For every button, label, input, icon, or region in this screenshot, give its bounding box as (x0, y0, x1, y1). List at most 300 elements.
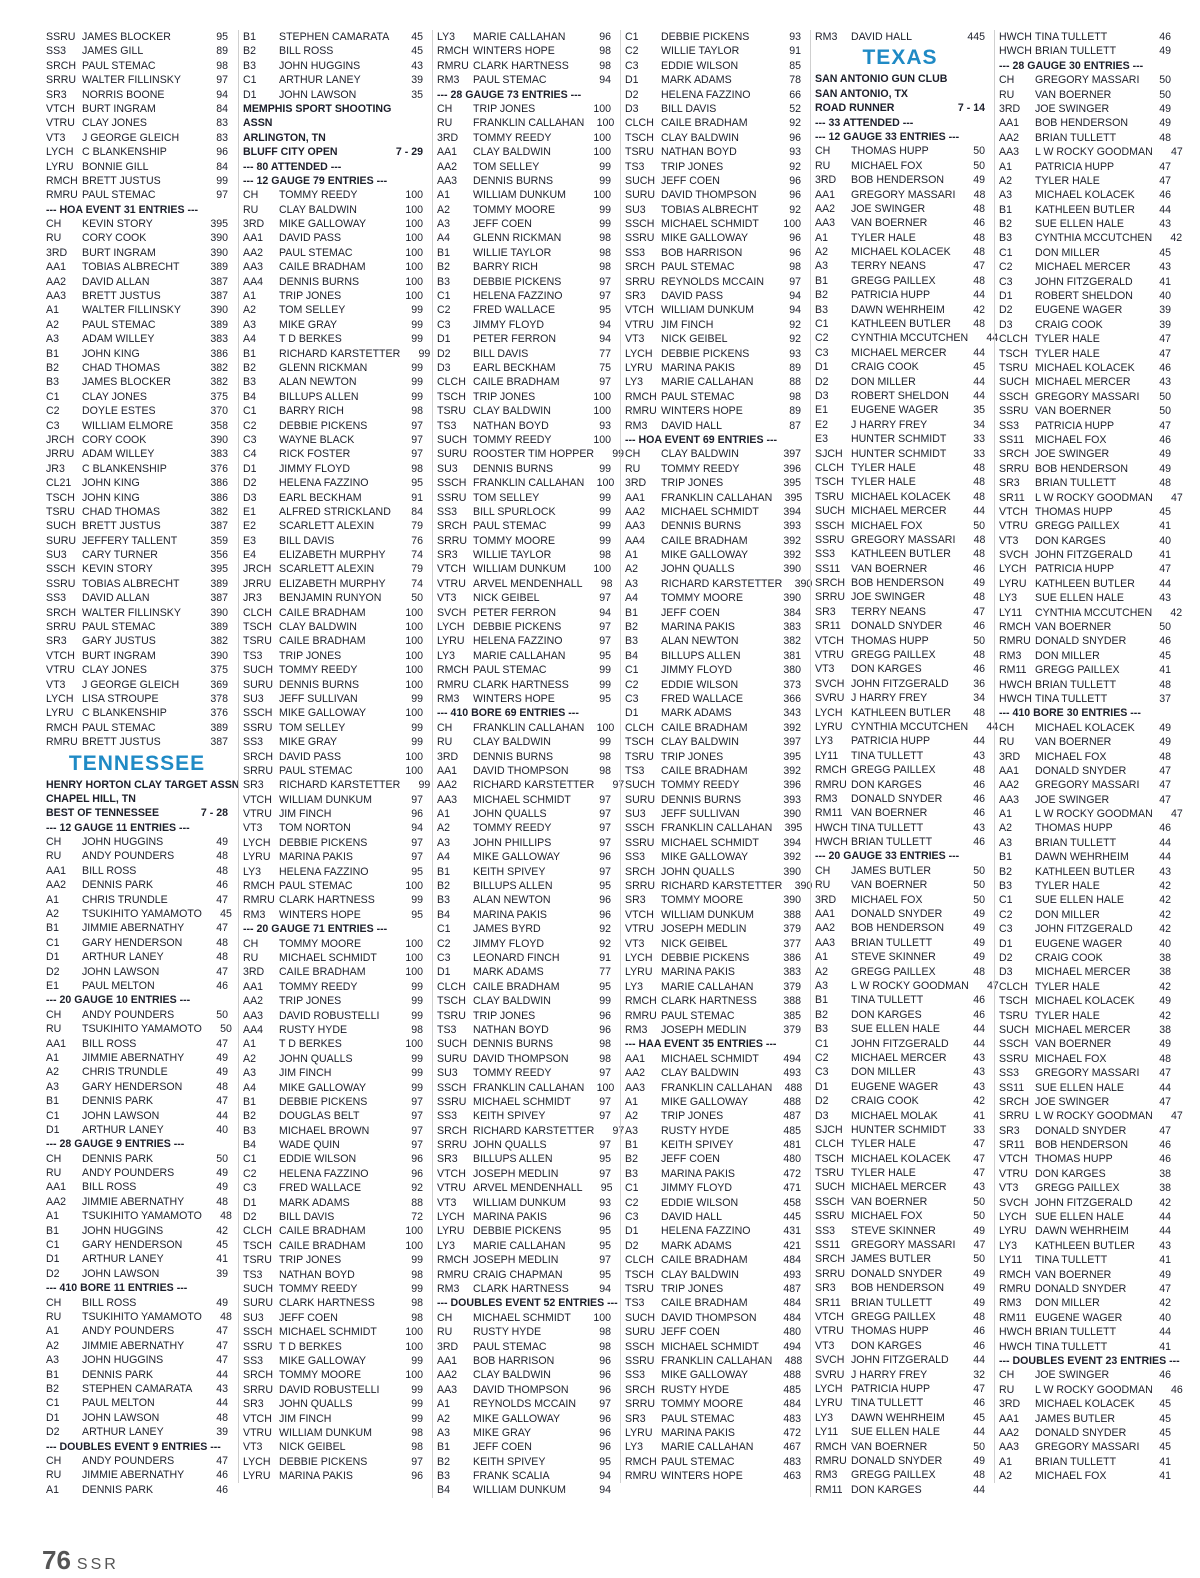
shooter-name: EUGENE WAGER (851, 404, 939, 417)
score: 96 (599, 1412, 611, 1425)
score: 50 (973, 634, 985, 647)
score: 99 (599, 664, 611, 677)
shooter-name: TSUKIHITO YAMAMOTO (82, 1210, 202, 1223)
class-code: C1 (815, 318, 829, 331)
class-code: CLCH (243, 606, 272, 619)
shooter-name: C BLANKENSHIP (82, 707, 167, 720)
score: 50 (973, 879, 985, 892)
shooter-name: SUE ELLEN HALE (1035, 218, 1124, 231)
class-code: CH (46, 1454, 62, 1467)
class-code: SSCH (625, 822, 655, 835)
class-code: A1 (46, 304, 59, 317)
shooter-name: BRETT JUSTUS (82, 520, 161, 533)
class-code: 3RD (437, 750, 459, 763)
result-row (621, 807, 805, 821)
score: 386 (210, 477, 228, 490)
score: 42 (1159, 923, 1171, 936)
result-row (811, 475, 989, 489)
class-code: AA3 (815, 936, 836, 949)
result-row (811, 1094, 989, 1108)
result-row (239, 663, 427, 677)
result-row (811, 375, 989, 389)
club-info: CHAPEL HILL, TN (46, 792, 136, 805)
shooter-name: JOHN HUGGINS (82, 1224, 164, 1237)
result-row (42, 1310, 232, 1324)
score: 97 (612, 779, 625, 792)
class-code: RM11 (815, 807, 843, 820)
shooter-name: JOE SWINGER (1035, 1369, 1110, 1382)
class-code: D3 (815, 1109, 829, 1122)
class-code: SUCH (243, 1282, 274, 1295)
result-row (811, 245, 989, 259)
class-code: VTCH (625, 908, 654, 921)
shooter-name: BURT INGRAM (82, 246, 156, 259)
shooter-name: TOMMY MOORE (661, 1398, 744, 1411)
shooter-name: MICHAEL SCHMIDT (279, 952, 377, 964)
score: 36 (973, 677, 985, 690)
result-row (42, 1037, 232, 1051)
score: 378 (210, 692, 228, 705)
score: 48 (1159, 131, 1171, 144)
class-code: B3 (243, 1124, 256, 1137)
result-row (995, 764, 1175, 778)
result-row (42, 1166, 232, 1180)
result-row (433, 1282, 615, 1296)
class-code: SRRU (437, 1139, 468, 1152)
shooter-name: CRAIG COOK (851, 361, 919, 374)
score: 43 (973, 821, 985, 834)
class-code: VTRU (815, 649, 844, 662)
shooter-name: DAVID THOMPSON (473, 1052, 569, 1065)
class-code: RU (46, 232, 62, 245)
shooter-name: TRIP JONES (279, 649, 342, 662)
score: 89 (216, 45, 228, 58)
class-code: RMCH (625, 390, 657, 403)
class-code: HWCH (999, 31, 1032, 43)
result-row (811, 547, 989, 561)
class-code: A2 (815, 965, 828, 978)
result-row (42, 519, 232, 533)
class-code: SRRU (999, 1110, 1030, 1123)
score: 44 (216, 1368, 228, 1381)
score: 382 (210, 505, 228, 518)
club-info: SAN ANTONIO GUN CLUB (815, 73, 948, 86)
result-row (239, 318, 427, 332)
score: 92 (789, 318, 801, 331)
shooter-name: JOE SWINGER (1035, 793, 1110, 806)
result-row (433, 1181, 615, 1195)
result-row (433, 188, 615, 202)
shooter-name: PAUL STEMAC (473, 74, 547, 87)
class-code: VT3 (437, 1196, 457, 1209)
shooter-name: RICHARD KARSTETTER (279, 779, 401, 792)
result-row (433, 275, 615, 289)
result-row (239, 1224, 427, 1238)
shooter-name: DON KARGES (851, 1008, 922, 1021)
class-code: B3 (815, 303, 828, 316)
result-row (621, 980, 805, 994)
result-row (995, 1196, 1175, 1210)
shooter-name: DAVID THOMPSON (473, 764, 569, 777)
event-heading: --- DOUBLES EVENT 9 ENTRIES --- (46, 1440, 221, 1453)
class-code: A1 (243, 1038, 256, 1051)
score: 95 (216, 31, 228, 43)
score: 39 (216, 1426, 228, 1439)
class-code: SURU (46, 534, 77, 547)
class-code: SU3 (243, 692, 264, 705)
shooter-name: J GEORGE GLEICH (82, 131, 180, 144)
shooter-name: MICHAEL KOLACEK (1035, 721, 1135, 734)
shooter-name: JOE SWINGER (1035, 448, 1110, 461)
class-code: D1 (625, 707, 639, 720)
result-row (239, 231, 427, 245)
result-row (995, 116, 1175, 130)
shooter-name: WILLIAM DUNKUM (279, 793, 372, 806)
score: 43 (973, 749, 985, 762)
shooter-name: BENJAMIN RUNYON (279, 592, 382, 605)
shooter-name: DAVID HALL (851, 31, 913, 43)
class-code: B3 (999, 232, 1012, 245)
shooter-name: JOHN QUALLS (473, 1139, 547, 1152)
result-row (239, 462, 427, 476)
shooter-name: GREGORY MASSARI (851, 1239, 956, 1252)
class-code: LYCH (437, 621, 465, 634)
result-row (433, 519, 615, 533)
shooter-name: CLAY BALDWIN (661, 1268, 739, 1281)
result-row (433, 1383, 615, 1397)
class-code: SRRU (243, 764, 274, 777)
shooter-name: DONALD SNYDER (1035, 635, 1127, 648)
result-row (995, 1426, 1175, 1440)
result-row (239, 634, 427, 648)
result-row (995, 289, 1175, 303)
class-code: A2 (815, 246, 828, 259)
result-row (621, 131, 805, 145)
class-code: A1 (999, 160, 1012, 173)
result-row (42, 979, 232, 993)
result-row (811, 231, 989, 245)
result-row (811, 950, 989, 964)
result-row (811, 706, 989, 720)
result-row (239, 534, 427, 548)
score: 383 (210, 333, 228, 346)
result-row (621, 260, 805, 274)
class-code: SRCH (999, 448, 1030, 461)
score: 47 (216, 1339, 228, 1352)
class-code: A2 (46, 1339, 59, 1352)
class-code: SR11 (999, 491, 1025, 504)
result-row (811, 188, 989, 202)
result-row (433, 1412, 615, 1426)
score: 83 (216, 117, 228, 130)
class-code: VT3 (243, 1441, 263, 1454)
shooter-name: BRIAN TULLETT (1035, 836, 1117, 849)
score: 44 (216, 1397, 228, 1410)
class-code: TSRU (815, 1167, 844, 1180)
shooter-name: VAN BOERNER (1035, 621, 1112, 634)
result-row (995, 491, 1183, 505)
score: 46 (973, 994, 985, 1007)
shooter-name: CRAIG COOK (1035, 318, 1103, 331)
result-row (42, 1109, 232, 1123)
score: 394 (783, 505, 801, 518)
class-code: LYRU (437, 1225, 465, 1238)
score: 41 (1159, 1340, 1171, 1353)
shooter-name: DON MILLER (1035, 649, 1100, 662)
result-row (433, 548, 615, 562)
shooter-name: TOM NORTON (279, 822, 351, 835)
score: 99 (599, 218, 611, 231)
result-row (239, 1340, 427, 1354)
shooter-name: JOHN QUALLS (279, 1052, 353, 1065)
class-code: RU (437, 736, 453, 749)
results-column (42, 30, 240, 1497)
score: 96 (411, 1470, 423, 1483)
class-code: RM3 (815, 792, 838, 805)
class-code: CLCH (625, 721, 654, 734)
result-row (42, 1353, 232, 1367)
shooter-name: BRETT JUSTUS (82, 174, 161, 187)
shooter-name: DON MILLER (1035, 908, 1100, 921)
result-row (621, 750, 805, 764)
class-code: SSRU (625, 232, 655, 245)
class-code: A2 (243, 304, 256, 317)
result-row (621, 1023, 805, 1037)
result-row (621, 577, 813, 591)
class-code: B2 (243, 1110, 256, 1123)
shooter-name: FRANKLIN CALLAHAN (473, 477, 585, 490)
shooter-name: MICHAEL FOX (1035, 1052, 1107, 1065)
result-row (433, 1052, 615, 1066)
shooter-name: ROBERT SHELDON (851, 389, 949, 402)
shooter-name: MIKE GALLOWAY (279, 1354, 367, 1367)
score: 46 (973, 1339, 985, 1352)
shooter-name: MICHAEL MOLAK (851, 1109, 938, 1122)
score: 95 (411, 865, 423, 878)
score: 390 (210, 246, 228, 259)
class-code: C3 (437, 318, 451, 331)
score: 38 (1159, 966, 1171, 979)
result-row (995, 980, 1175, 994)
result-row (995, 606, 1183, 620)
shooter-name: STEPHEN CAMARATA (82, 1382, 193, 1395)
class-code: SSCH (243, 1326, 273, 1339)
score: 394 (783, 836, 801, 849)
shooter-name: MARINA PAKIS (661, 361, 735, 374)
shooter-name: CLAY JONES (82, 664, 147, 677)
shooter-name: DON MILLER (1035, 246, 1100, 259)
shooter-name: GREGG PAILLEX (851, 1469, 936, 1482)
score: 100 (405, 1239, 423, 1252)
shooter-name: MARINA PAKIS (279, 1470, 353, 1483)
shooter-name: KATHLEEN BUTLER (851, 706, 951, 719)
class-code: SSCH (625, 218, 655, 231)
score: 47 (216, 1325, 228, 1338)
score: 484 (783, 1297, 801, 1310)
result-row (42, 476, 232, 490)
shooter-name: KATHLEEN BUTLER (851, 318, 951, 331)
result-row (995, 893, 1175, 907)
class-code: A1 (625, 1095, 638, 1108)
score: 45 (1159, 649, 1171, 662)
shooter-name: BURT INGRAM (82, 649, 156, 662)
result-row (621, 44, 805, 58)
result-row (239, 1023, 427, 1037)
shooter-name: JIM FINCH (279, 1067, 332, 1080)
class-code: AA1 (625, 1052, 646, 1065)
shooter-name: CLAY BALDWIN (473, 146, 551, 159)
score: 50 (1159, 390, 1171, 403)
shooter-name: JEFF SULLIVAN (279, 692, 358, 705)
class-code: D1 (625, 74, 639, 87)
score: 46 (1159, 1153, 1171, 1166)
shooter-name: EARL BECKHAM (473, 361, 556, 374)
shooter-name: DON KARGES (1035, 534, 1106, 547)
shooter-name: NATHAN BOYD (473, 1023, 549, 1036)
shooter-name: MIKE GRAY (473, 1426, 532, 1439)
shooter-name: JIMMIE ABERNATHY (82, 1195, 185, 1208)
class-code: D3 (243, 491, 257, 504)
result-row (42, 1267, 232, 1281)
shooter-name: TRIP JONES (661, 1282, 724, 1295)
result-row (239, 706, 427, 720)
class-code: E1 (46, 980, 59, 992)
result-row (239, 965, 427, 979)
score: 43 (411, 59, 423, 72)
result-row (621, 1282, 805, 1296)
score: 42 (973, 303, 985, 316)
score: 100 (405, 664, 423, 677)
class-code: SR11 (999, 1139, 1025, 1152)
shooter-name: SUE ELLEN HALE (1035, 1211, 1124, 1224)
class-code: CH (625, 448, 641, 461)
class-code: D2 (815, 1095, 829, 1108)
score: 44 (1159, 1225, 1171, 1238)
shooter-name: WILLIAM ELMORE (82, 419, 174, 432)
class-code: SSCH (46, 563, 76, 576)
class-code: RM3 (437, 1282, 460, 1295)
result-row (811, 1353, 989, 1367)
shooter-name: NATHAN BOYD (661, 146, 737, 159)
shooter-name: MICHAEL SCHMIDT (661, 1052, 759, 1065)
result-row (42, 275, 232, 289)
result-row (995, 1397, 1175, 1411)
shooter-name: FRANKLIN CALLAHAN (661, 1081, 773, 1094)
shooter-name: JOHN FITZGERALD (1035, 923, 1133, 936)
score: 43 (1159, 592, 1171, 605)
score: 100 (405, 189, 423, 202)
shooter-name: PETER FERRON (473, 606, 556, 619)
shooter-name: MIKE GALLOWAY (661, 851, 749, 864)
class-code: CLCH (625, 117, 654, 130)
result-row (995, 332, 1175, 346)
shooter-name: CRAIG COOK (1035, 952, 1103, 964)
score: 93 (789, 146, 801, 159)
result-row (995, 865, 1175, 879)
score: 48 (220, 1310, 232, 1323)
class-code: B1 (437, 246, 450, 259)
class-code: C2 (437, 304, 451, 317)
result-row (433, 1469, 615, 1483)
result-row (42, 462, 232, 476)
shooter-name: TRIP JONES (473, 1009, 536, 1022)
result-row (995, 1138, 1175, 1152)
score: 49 (1159, 736, 1171, 749)
class-code: SUCH (625, 1311, 656, 1324)
result-row (239, 606, 427, 620)
score: 47 (973, 1239, 986, 1252)
result-row (433, 1037, 615, 1051)
score: 100 (596, 1081, 615, 1094)
shooter-name: PAUL STEMAC (82, 189, 156, 202)
result-row (239, 1426, 427, 1440)
class-code: B1 (46, 1368, 59, 1381)
result-row (811, 519, 989, 533)
shooter-name: CLAY BALDWIN (661, 736, 739, 749)
class-code: AA2 (437, 1369, 458, 1382)
class-code: B2 (625, 621, 638, 634)
score: 44 (1159, 203, 1171, 216)
class-code: TS3 (625, 1297, 645, 1310)
score: 97 (599, 1067, 611, 1080)
shooter-name: GREGG PAILLEX (851, 649, 936, 662)
score: 392 (783, 721, 801, 734)
score: 45 (1159, 1426, 1171, 1439)
shooter-name: JAMES BLOCKER (82, 31, 171, 43)
event-heading: --- 12 GAUGE 79 ENTRIES --- (243, 174, 388, 187)
score: 100 (405, 1326, 423, 1339)
shooter-name: WILLIAM DUNKUM (279, 1426, 372, 1439)
shooter-name: CLAY BALDWIN (279, 203, 357, 216)
result-row (621, 476, 805, 490)
result-row (995, 793, 1175, 807)
class-code: SUCH (625, 779, 656, 792)
class-code: SUCH (815, 505, 846, 518)
result-row (811, 1037, 989, 1051)
result-row (811, 432, 989, 446)
score: 44 (973, 1483, 985, 1496)
result-row (995, 260, 1175, 274)
score: 97 (411, 1139, 423, 1152)
score: 99 (418, 347, 431, 360)
score: 483 (783, 1412, 801, 1425)
class-code: A3 (999, 189, 1012, 202)
shooter-name: TOMMY REEDY (473, 1067, 552, 1080)
class-code: C1 (815, 1037, 829, 1050)
class-code: E2 (815, 418, 828, 431)
result-row (995, 203, 1175, 217)
shooter-name: DENNIS BURNS (473, 174, 554, 187)
class-code: AA3 (437, 793, 458, 806)
class-code: LYRU (999, 577, 1027, 590)
shooter-name: TOMMY REEDY (473, 433, 552, 446)
score: 100 (783, 218, 801, 231)
class-code: SURU (437, 1052, 468, 1065)
score: 94 (789, 304, 801, 317)
score: 48 (973, 533, 986, 546)
result-row (433, 217, 615, 231)
score: 96 (789, 189, 801, 202)
result-row (433, 505, 615, 519)
shooter-name: BILL ROSS (279, 45, 334, 58)
shooter-name: SUE ELLEN HALE (1035, 1081, 1124, 1094)
class-code: TSRU (815, 490, 844, 503)
score: 431 (783, 1225, 801, 1238)
class-code: TS3 (437, 419, 457, 432)
score: 488 (783, 1369, 801, 1382)
score: 99 (599, 520, 611, 533)
class-code: A3 (815, 260, 828, 273)
